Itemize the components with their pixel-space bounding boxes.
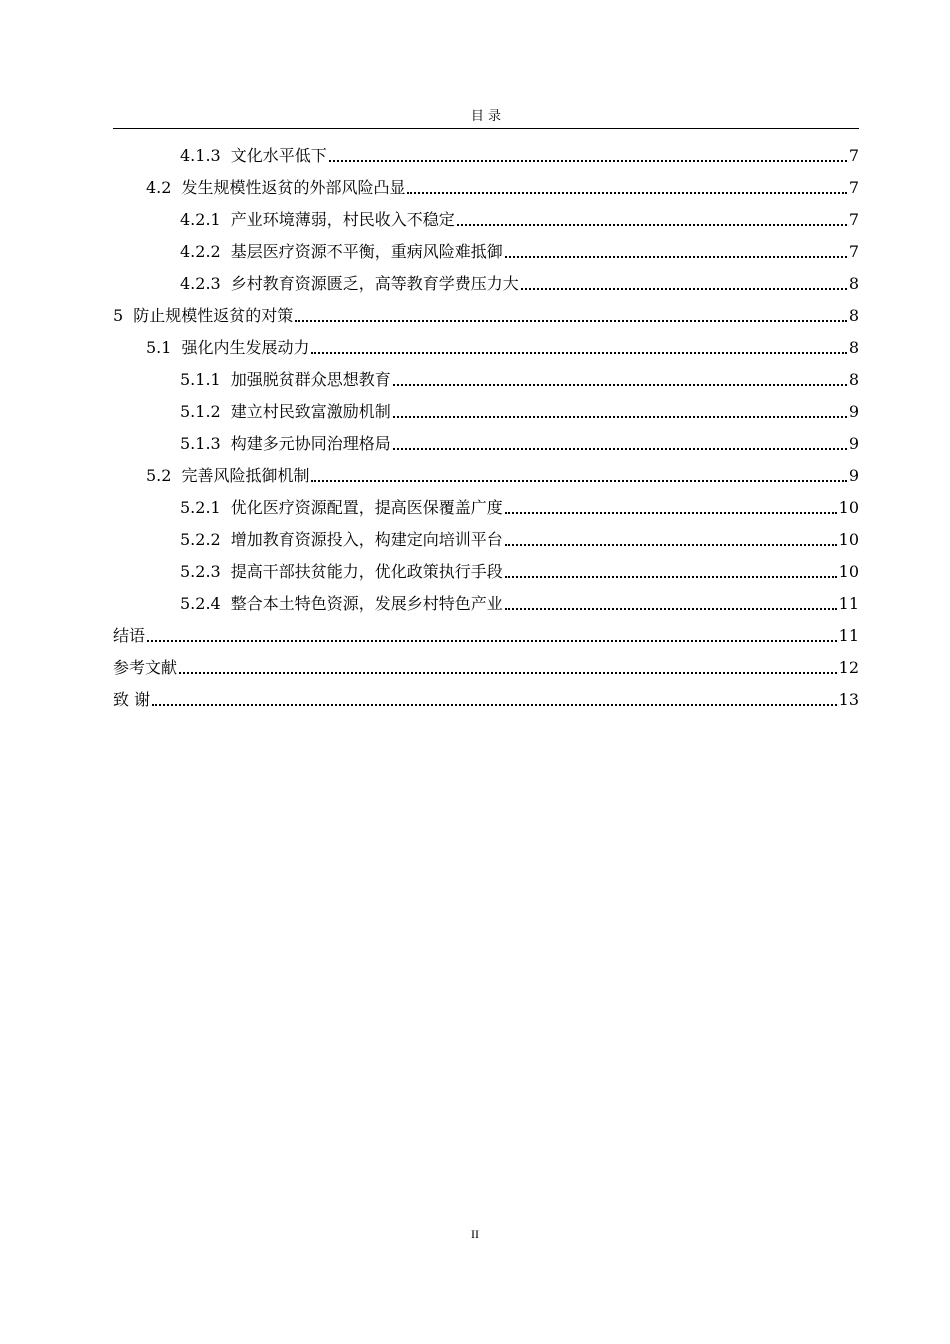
toc-entry[interactable] bbox=[113, 524, 859, 556]
toc-entry-number: 5.1.1 bbox=[180, 370, 221, 389]
toc-dot-leader bbox=[521, 288, 847, 290]
toc-entry-number: 5.2.1 bbox=[180, 498, 221, 517]
toc-entry-page: 10 bbox=[838, 498, 859, 517]
toc-entry-title: 建立村民致富激励机制 bbox=[230, 402, 391, 421]
toc-entry-number: 4.2.2 bbox=[180, 242, 221, 261]
toc-dot-leader bbox=[393, 384, 847, 386]
toc-entry-title: 整合本土特色资源，发展乡村特色产业 bbox=[230, 594, 503, 613]
toc-entry-number: 5.2 bbox=[146, 466, 172, 485]
toc-entry-number: 4.2 bbox=[146, 178, 172, 197]
toc-entry[interactable] bbox=[113, 460, 859, 492]
toc-entry-page: 7 bbox=[848, 178, 859, 197]
toc-entry-title: 致 谢 bbox=[113, 690, 151, 709]
toc-dot-leader bbox=[152, 704, 837, 706]
toc-entry-page: 8 bbox=[848, 274, 859, 293]
toc-entry[interactable] bbox=[113, 556, 859, 588]
toc-entry[interactable] bbox=[113, 140, 859, 172]
toc-dot-leader bbox=[457, 224, 847, 226]
header-divider bbox=[113, 128, 859, 129]
toc-entry-page: 9 bbox=[848, 402, 859, 421]
toc-dot-leader bbox=[329, 160, 847, 162]
toc-entry-title: 防止规模性返贫的对策 bbox=[133, 306, 294, 325]
toc-entry-number: 4.1.3 bbox=[180, 146, 221, 165]
toc-dot-leader bbox=[147, 640, 837, 642]
toc-entry-title: 提高干部扶贫能力，优化政策执行手段 bbox=[230, 562, 503, 581]
toc-dot-leader bbox=[393, 416, 847, 418]
toc-entry-title: 文化水平低下 bbox=[230, 146, 327, 165]
toc-dot-leader bbox=[505, 256, 847, 258]
page-header-title: 目 录 bbox=[470, 109, 502, 124]
toc-entry-number: 5.2.4 bbox=[180, 594, 221, 613]
toc-entry[interactable] bbox=[113, 684, 859, 716]
toc-entry-page: 8 bbox=[848, 338, 859, 357]
toc-entry-number: 4.2.3 bbox=[180, 274, 221, 293]
toc-entry[interactable] bbox=[113, 428, 859, 460]
toc-entry-title: 乡村教育资源匮乏，高等教育学费压力大 bbox=[230, 274, 519, 293]
toc-entry-number: 5.2.3 bbox=[180, 562, 221, 581]
toc-dot-leader bbox=[505, 512, 837, 514]
toc-entry[interactable] bbox=[113, 172, 859, 204]
toc-entry-title: 发生规模性返贫的外部风险凸显 bbox=[181, 178, 406, 197]
toc-entry-title: 优化医疗资源配置，提高医保覆盖广度 bbox=[230, 498, 503, 517]
toc-entry-page: 10 bbox=[838, 562, 859, 581]
toc-dot-leader bbox=[505, 608, 837, 610]
toc-entry-number: 5 bbox=[113, 306, 124, 325]
toc-dot-leader bbox=[311, 352, 846, 354]
toc-entry-number: 5.2.2 bbox=[180, 530, 221, 549]
toc-entry[interactable] bbox=[113, 236, 859, 268]
toc-entry-page: 7 bbox=[848, 242, 859, 261]
toc-entry-title: 基层医疗资源不平衡，重病风险难抵御 bbox=[230, 242, 503, 261]
toc-dot-leader bbox=[311, 480, 846, 482]
toc-entry-page: 11 bbox=[838, 626, 859, 645]
toc-entry[interactable] bbox=[113, 620, 859, 652]
toc-entry[interactable] bbox=[113, 204, 859, 236]
toc-entry-page: 7 bbox=[848, 146, 859, 165]
toc-entry-title: 增加教育资源投入，构建定向培训平台 bbox=[230, 530, 503, 549]
toc-entry[interactable] bbox=[113, 300, 859, 332]
toc-entry-number: 5.1 bbox=[146, 338, 172, 357]
toc-entry-title: 完善风险抵御机制 bbox=[181, 466, 310, 485]
toc-entry-page: 7 bbox=[848, 210, 859, 229]
toc-entry-number: 5.1.2 bbox=[180, 402, 221, 421]
toc-entry[interactable] bbox=[113, 492, 859, 524]
toc-entry-page: 9 bbox=[848, 434, 859, 453]
toc-entry-number: 5.1.3 bbox=[180, 434, 221, 453]
toc-entry-page: 8 bbox=[848, 306, 859, 325]
toc-entry-number: 4.2.1 bbox=[180, 210, 221, 229]
toc-entry-page: 12 bbox=[838, 658, 859, 677]
toc-dot-leader bbox=[179, 672, 837, 674]
toc-entry-page: 10 bbox=[838, 530, 859, 549]
toc-entry-title: 加强脱贫群众思想教育 bbox=[230, 370, 391, 389]
toc-dot-leader bbox=[505, 576, 837, 578]
toc-entry[interactable] bbox=[113, 268, 859, 300]
toc-dot-leader bbox=[295, 320, 847, 322]
toc-dot-leader bbox=[393, 448, 847, 450]
toc-entry-title: 结语 bbox=[113, 626, 146, 645]
toc-entry[interactable] bbox=[113, 332, 859, 364]
toc-entry[interactable] bbox=[113, 396, 859, 428]
table-of-contents bbox=[113, 140, 859, 716]
toc-entry-title: 参考文献 bbox=[113, 658, 178, 677]
page-number: II bbox=[471, 1227, 479, 1241]
toc-entry-title: 产业环境薄弱，村民收入不稳定 bbox=[230, 210, 455, 229]
toc-entry-title: 强化内生发展动力 bbox=[181, 338, 310, 357]
toc-entry[interactable] bbox=[113, 364, 859, 396]
toc-entry-page: 9 bbox=[848, 466, 859, 485]
toc-entry[interactable] bbox=[113, 588, 859, 620]
toc-entry[interactable] bbox=[113, 652, 859, 684]
toc-dot-leader bbox=[505, 544, 837, 546]
toc-dot-leader bbox=[407, 192, 846, 194]
toc-entry-page: 8 bbox=[848, 370, 859, 389]
toc-entry-page: 13 bbox=[838, 690, 859, 709]
toc-entry-title: 构建多元协同治理格局 bbox=[230, 434, 391, 453]
toc-entry-page: 11 bbox=[838, 594, 859, 613]
